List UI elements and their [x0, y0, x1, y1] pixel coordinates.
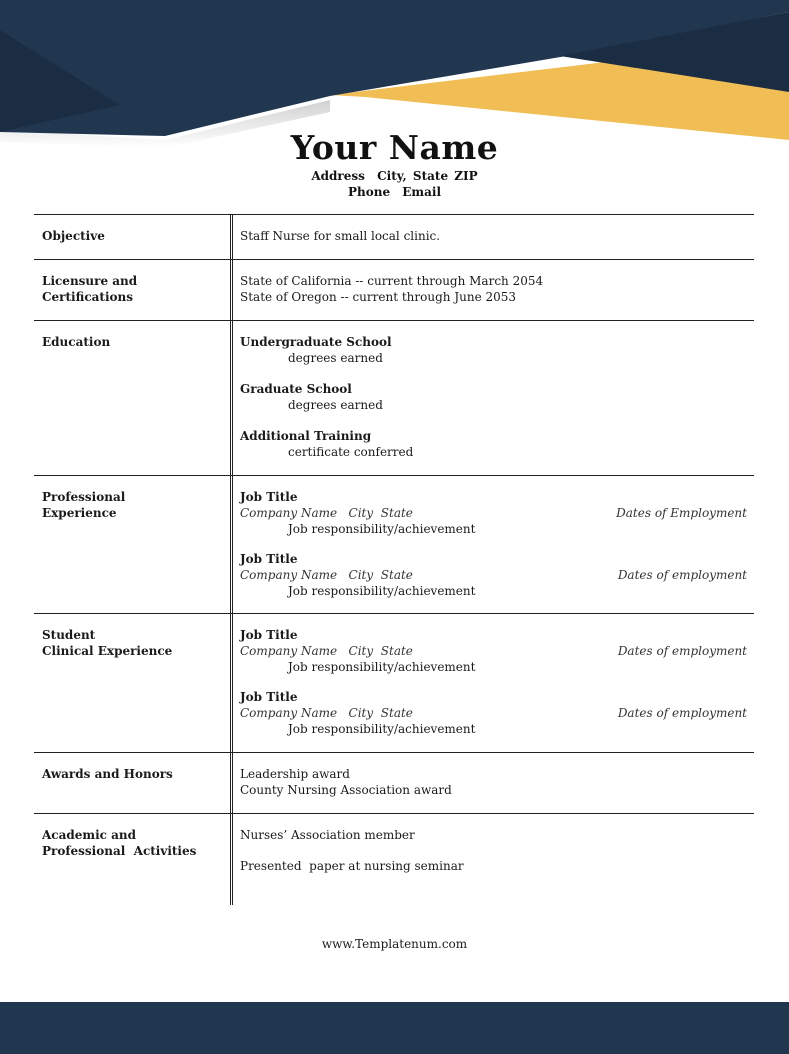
- employment-dates: Dates of Employment: [616, 506, 747, 520]
- company-row: [240, 505, 748, 521]
- company-row: [240, 643, 748, 659]
- list-item: Nurses’ Association member: [240, 828, 415, 842]
- label-line: Licensure and: [42, 274, 138, 288]
- job-title: Job Title: [240, 628, 298, 642]
- job-responsibility: Job responsibility/achievement: [288, 584, 476, 598]
- full-name: Your Name: [290, 128, 499, 167]
- company-row: [240, 567, 748, 583]
- label-line: Clinical Experience: [42, 644, 173, 658]
- footer-band: [0, 1002, 789, 1054]
- section-clinical-experience: [34, 613, 754, 753]
- label-line: Certifications: [42, 290, 134, 304]
- section-label: Education: [42, 335, 111, 349]
- section-objective: [34, 214, 754, 260]
- address: Address: [311, 169, 365, 183]
- employment-dates: Dates of employment: [617, 568, 747, 582]
- education-detail: certificate conferred: [288, 445, 414, 459]
- job-title: Job Title: [240, 552, 298, 566]
- section-content: [240, 827, 748, 874]
- section-label: [42, 489, 222, 521]
- list-item: State of Oregon -- current through June 2053: [240, 290, 517, 304]
- section-content: [240, 489, 748, 599]
- list-item: Leadership award: [240, 767, 350, 781]
- job-title: Job Title: [240, 690, 298, 704]
- company-info: Company Name City State: [240, 506, 413, 520]
- section-content: [240, 228, 748, 244]
- section-professional-experience: [34, 475, 754, 614]
- job-responsibility: Job responsibility/achievement: [288, 522, 476, 536]
- company-info: Company Name City State: [240, 568, 413, 582]
- section-label: Awards and Honors: [42, 767, 173, 781]
- section-label: [42, 627, 222, 659]
- name-block: [0, 128, 789, 200]
- education-detail: degrees earned: [288, 351, 383, 365]
- job-responsibility: Job responsibility/achievement: [288, 660, 476, 674]
- label-line: Professional Activities: [42, 844, 197, 858]
- section-licensure: [34, 259, 754, 321]
- employment-dates: Dates of employment: [617, 644, 747, 658]
- section-label: [42, 273, 222, 305]
- job-responsibility: Job responsibility/achievement: [288, 722, 476, 736]
- section-content: [240, 627, 748, 737]
- company-info: Company Name City State: [240, 644, 413, 658]
- email: Email: [402, 185, 442, 199]
- section-label: Objective: [42, 229, 105, 243]
- label-line: Professional: [42, 490, 126, 504]
- list-item: State of California -- current through March 2054: [240, 274, 544, 288]
- education-title: Additional Training: [240, 429, 372, 443]
- section-content: [240, 334, 748, 460]
- section-content: [240, 273, 748, 305]
- company-row: [240, 705, 748, 721]
- education-title: Graduate School: [240, 382, 352, 396]
- company-info: Company Name City State: [240, 706, 413, 720]
- list-item: Presented paper at nursing seminar: [240, 859, 464, 873]
- section-awards: [34, 752, 754, 814]
- section-label: [42, 827, 222, 859]
- list-item: County Nursing Association award: [240, 783, 452, 797]
- employment-dates: Dates of employment: [617, 706, 747, 720]
- section-activities: [34, 813, 754, 906]
- section-content: [240, 766, 748, 798]
- resume-table: [34, 214, 754, 905]
- address-line: [0, 168, 789, 184]
- objective-text: Staff Nurse for small local clinic.: [240, 229, 441, 243]
- label-line: Experience: [42, 506, 117, 520]
- education-detail: degrees earned: [288, 398, 383, 412]
- label-line: Student: [42, 628, 96, 642]
- phone-email-line: [0, 184, 789, 200]
- job-title: Job Title: [240, 490, 298, 504]
- education-title: Undergraduate School: [240, 335, 392, 349]
- website-link[interactable]: www.Templatenum.com: [321, 937, 468, 951]
- city-state-zip: City, State ZIP: [377, 169, 478, 183]
- label-line: Academic and: [42, 828, 137, 842]
- phone: Phone: [347, 185, 391, 199]
- section-education: [34, 320, 754, 476]
